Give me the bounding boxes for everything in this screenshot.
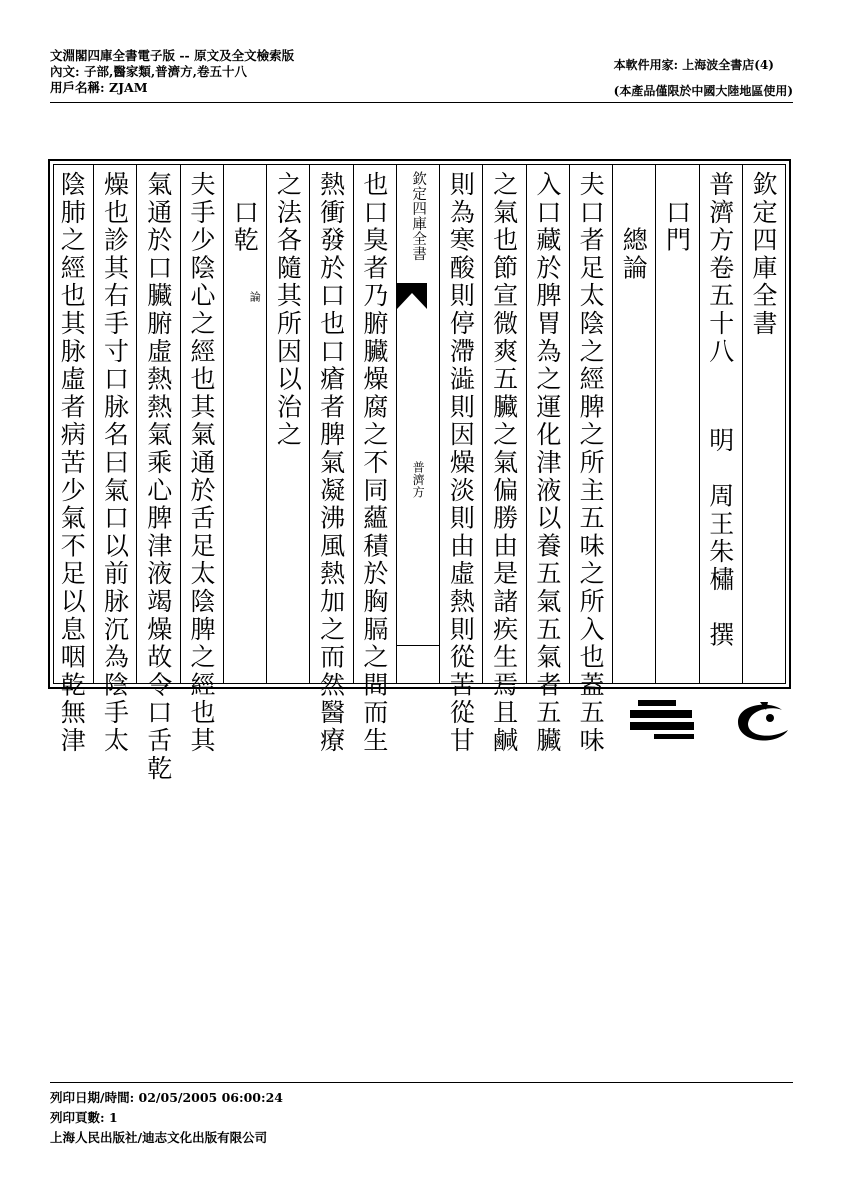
footer-divider [50, 1082, 793, 1083]
center-fold-strip [396, 165, 439, 683]
column-text: 之氣也節宣微爽五臟之氣偏勝由是諸疾生焉且鹹 [489, 171, 519, 755]
licensee-text: 本軟件用家: 上海波全書店(4) [613, 58, 774, 72]
strip-bottom-line [397, 645, 439, 646]
print-datetime: 列印日期/時間: 02/05/2005 06:00:24 [50, 1090, 284, 1105]
column-text: 口門 [662, 171, 692, 255]
section-note: 論 [248, 291, 262, 302]
column-text: 普濟方卷五十八 [705, 171, 735, 366]
footer-info [50, 1088, 283, 1148]
column-text: 夫手少陰心之經也其氣通於舌足太陰脾之經也其 [186, 171, 216, 755]
text-column [353, 165, 396, 755]
column-text: 氣通於口臟腑虛熱熱氣乘心脾津液竭燥故令口舌乾 [143, 171, 173, 783]
restriction-text: (本產品僅限於中國大陸地區使用) [613, 84, 793, 98]
column-text: 燥也診其右手寸口脉名曰氣口以前脉沉為陰手太 [100, 171, 130, 755]
header-license [614, 52, 793, 104]
column-text: 之法各隨其所因以治之 [273, 171, 303, 449]
brand-emblem-icon [730, 696, 796, 748]
text-column [93, 165, 136, 755]
text-column [655, 165, 698, 683]
text-column [309, 165, 352, 755]
book-page-frame [48, 159, 791, 783]
strip-volume-title: 普濟方 [411, 461, 426, 499]
text-column [526, 165, 569, 755]
text-column [569, 165, 612, 755]
column-text: 欽定四庫全書 [749, 171, 778, 338]
column-text: 總論 [619, 171, 649, 283]
column-text: 口乾 [230, 171, 260, 255]
text-column [699, 165, 742, 683]
print-page-count: 列印頁數: 1 [50, 1110, 118, 1125]
text-column [482, 165, 525, 755]
header-content-path: 內文: 子部,醫家類,普濟方,卷五十八 [50, 64, 248, 79]
publisher-name: 上海人民出版社/迪志文化出版有限公司 [50, 1130, 268, 1145]
text-column [742, 165, 785, 683]
column-text: 入口藏於脾胃為之運化津液以養五氣五氣者五臟 [532, 171, 562, 755]
text-column [266, 165, 309, 683]
author-credit: 明 周王朱橚 撰 [705, 427, 735, 650]
text-column [50, 165, 93, 755]
column-text: 熱衝發於口也口瘡者脾氣凝沸風熱加之而然醫療 [316, 171, 346, 755]
text-column [439, 165, 482, 755]
text-column [223, 165, 266, 683]
column-text: 也口臭者乃腑臟燥腐之不同蘊積於胸膈之間而生 [359, 171, 389, 755]
strip-book-title: 欽定四庫全書 [410, 171, 427, 261]
header-username: 用戶名稱: ZJAM [50, 80, 148, 95]
column-text: 夫口者足太陰之經脾之所主五味之所入也蓋五味 [576, 171, 606, 755]
fish-tail-mark-icon [397, 283, 427, 313]
column-text: 陰肺之經也其脉虛者病苦少氣不足以息咽乾無津 [57, 171, 87, 755]
publisher-logo-icon [626, 696, 698, 744]
header-title: 文淵閣四庫全書電子版 -- 原文及全文檢索版 [50, 48, 295, 63]
text-column [612, 165, 655, 683]
column-text: 則為寒酸則停滯澁則因燥淡則由虛熱則從苦從甘 [446, 171, 476, 755]
text-column [180, 165, 223, 755]
text-column [136, 165, 179, 783]
book-page-content [53, 164, 786, 783]
header-divider [50, 102, 793, 103]
header-info [50, 48, 294, 96]
